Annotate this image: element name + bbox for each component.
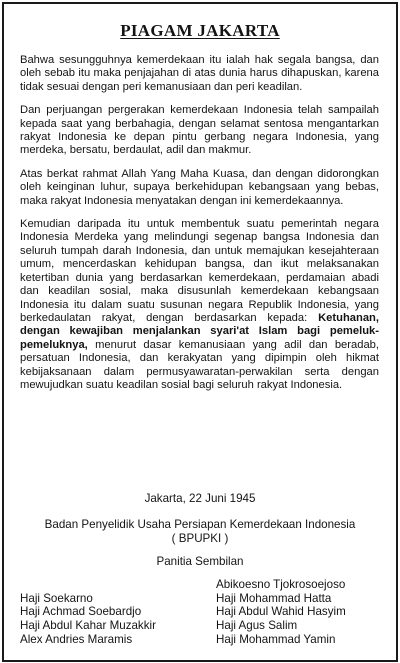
committee-name: Badan Penyelidik Usaha Persiapan Kemerdekaan Indonesia: [44, 518, 356, 531]
signers-left-column: [20, 578, 156, 647]
signer-name: Haji Soekarno: [20, 591, 93, 605]
document-body: [20, 54, 379, 402]
paragraph-3: Atas berkat rahmat Allah Yang Maha Kuasa, dan dengan didorongkan oleh keinginan luhur, supaya berkehidupan kebangsaan yang bebas, maka rakyat Indonesia menyatakan dengan ini kemerdekaannya.: [20, 167, 379, 207]
signer-name: Haji Agus Salim: [216, 619, 298, 633]
signer-name: Haji Mohammad Hatta: [216, 591, 332, 605]
signer-name: Haji Abdul Wahid Hasyim: [216, 605, 346, 619]
document-title: PIAGAM JAKARTA: [120, 21, 280, 40]
committee-abbreviation: ( BPUPKI ): [171, 532, 229, 545]
paragraph-2: Dan perjuangan pergerakan kemerdekaan Indonesia telah sampailah kepada saat yang berbahagia, dengan selamat sentosa mengantarkan rakyat Indonesia ke depan pintu gerbang negara Indonesia, yang merdeka, bersatu, berdaulat, adil dan makmur.: [20, 104, 379, 157]
paragraph-4: [20, 218, 379, 392]
paragraph-4-text-after: menurut dasar kemanusiaan yang adil dan beradab, persatuan Indonesia, dan kerakyatan yang dipimpin oleh hikmat kebijaksanaan dalam permusyawaratan-perwakilan serta dengan mewujudkan suatu keadilan sosial bagi seluruh rakyat Indonesia.: [20, 338, 379, 391]
paragraph-4-bold-text: Ketuhanan, dengan kewajiban menjalankan syari'at Islam bagi pemeluk-pemeluknya,: [20, 311, 379, 351]
paragraph-4-text-before: Kemudian daripada itu untuk membentuk suatu pemerintah negara Indonesia Merdeka yang melindungi segenap bangsa Indonesia dan seluruh tumpah darah Indonesia, dan untuk memajukan kesejahteraan umum, mencerdaskan kehidupan bangsa, dan ikut melaksanakan ketertiban dunia yang berdasarkan kemerdekaan, perdamaian abadi dan keadilan sosial, maka disusunlah kemerdekaan kebangsaan Indonesia itu dalam suatu susunan negara Republik Indonesia, yang berkedaulatan rakyat, dengan berdasarkan kepada:: [20, 218, 379, 324]
place-date: Jakarta, 22 Juni 1945: [144, 492, 256, 505]
panel-name: Panitia Sembilan: [156, 555, 244, 568]
signer-name: Haji Abdul Kahar Muzakkir: [20, 619, 156, 633]
signer-name: Haji Mohammad Yamin: [216, 632, 336, 646]
signer-name: Abikoesno Tjokrosoejoso: [216, 578, 346, 591]
document-frame: [2, 2, 398, 662]
signer-name: Haji Achmad Soebardjo: [20, 605, 142, 619]
paragraph-1: Bahwa sesungguhnya kemerdekaan itu ialah hak segala bangsa, dan oleh sebab itu maka penjajahan di atas dunia harus dihapuskan, karena tidak sesuai dengan peri kemanusiaan dan peri keadilan.: [20, 54, 379, 93]
signers-right-column: [216, 578, 346, 647]
signer-name: Alex Andries Maramis: [20, 632, 133, 646]
